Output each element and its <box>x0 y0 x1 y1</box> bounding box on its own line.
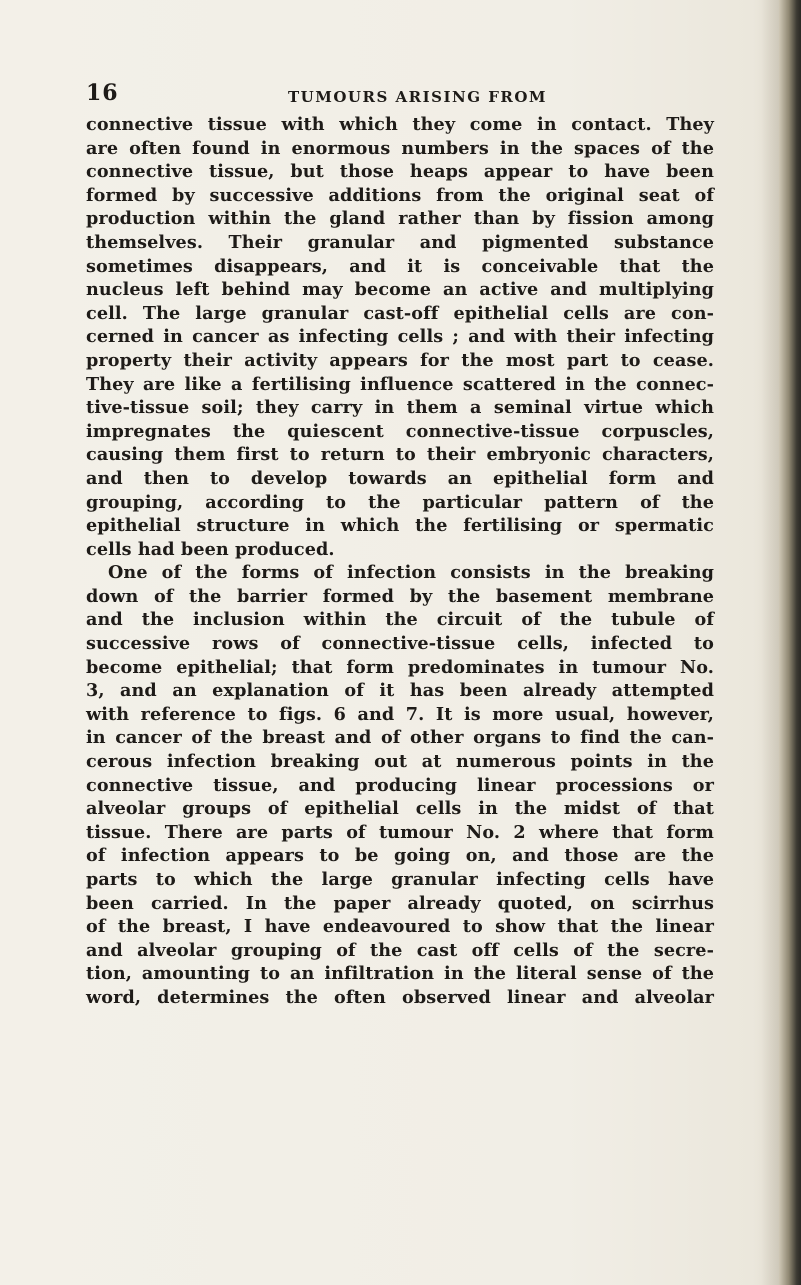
page-number: 16 <box>86 80 119 106</box>
text-line: and then to develop towards an epithelial form and <box>86 467 714 489</box>
text-line: tive-tissue soil; they carry in them a seminal virtue which <box>86 397 714 419</box>
text-line: impregnates the quiescent connective-tissue corpuscles, <box>86 420 714 442</box>
text-line: of the breast, I have endeavoured to show that the linear <box>86 916 714 938</box>
text-line: cerous infection breaking out at numerous points in the <box>86 751 714 773</box>
text-line: been carried. In the paper already quoted, on scirrhus <box>86 892 714 914</box>
text-line: tion, amounting to an infiltration in the literal sense of the <box>86 963 714 985</box>
book-gutter <box>779 0 801 1285</box>
text-line: connective tissue with which they come in contact. They <box>86 114 714 135</box>
text-line: connective tissue, and producing linear processions or <box>86 774 714 796</box>
text-line: connective tissue, but those heaps appear to have been <box>86 161 714 183</box>
text-line: sometimes disappears, and it is conceivable that the <box>86 255 714 277</box>
text-line: tissue. There are parts of tumour No. 2 where that form <box>86 821 714 843</box>
body-text <box>86 113 714 1010</box>
text-line: in cancer of the breast and of other organs to find the can- <box>86 727 714 749</box>
text-line: word, determines the often observed linear and alveolar <box>86 986 714 1008</box>
text-line: successive rows of connective-tissue cells, infected to <box>86 633 714 655</box>
paragraph-end-line: cells had been produced. <box>86 538 335 560</box>
text-line: and the inclusion within the circuit of the tubule of <box>86 609 714 631</box>
paragraph-start-line: One of the forms of infection consists in the breaking <box>108 562 714 584</box>
text-line: formed by successive additions from the original seat of <box>86 184 714 206</box>
running-head: TUMOURS ARISING FROM <box>288 88 548 106</box>
text-line: grouping, according to the particular pattern of the <box>86 491 714 513</box>
text-line: 3, and an explanation of it has been already attempted <box>86 680 714 702</box>
page-edge-shadow <box>761 0 779 1285</box>
text-line: alveolar groups of epithelial cells in the midst of that <box>86 798 714 820</box>
text-line: causing them first to return to their embryonic characters, <box>86 444 714 466</box>
text-line: and alveolar grouping of the cast off cells of the secre- <box>86 939 714 961</box>
text-line: cell. The large granular cast-off epithelial cells are con- <box>86 302 714 324</box>
text-line: parts to which the large granular infecting cells have <box>86 869 714 890</box>
text-line: production within the gland rather than by fission among <box>86 208 714 230</box>
text-line: with reference to figs. 6 and 7. It is more usual, however, <box>86 703 714 725</box>
text-line: themselves. Their granular and pigmented substance <box>86 231 714 253</box>
text-line: They are like a fertilising influence scattered in the connec- <box>86 373 714 395</box>
text-line: epithelial structure in which the fertilising or spermatic <box>86 515 714 537</box>
text-line: of infection appears to be going on, and those are the <box>86 845 714 867</box>
text-line: nucleus left behind may become an active and multiplying <box>86 279 714 301</box>
text-line: property their activity appears for the most part to cease. <box>86 349 714 371</box>
text-line: become epithelial; that form predominates in tumour No. <box>86 656 714 678</box>
text-line: cerned in cancer as infecting cells ; and with their infecting <box>86 326 714 348</box>
text-line: are often found in enormous numbers in the spaces of the <box>86 137 714 159</box>
text-line: down of the barrier formed by the basement membrane <box>86 585 714 607</box>
